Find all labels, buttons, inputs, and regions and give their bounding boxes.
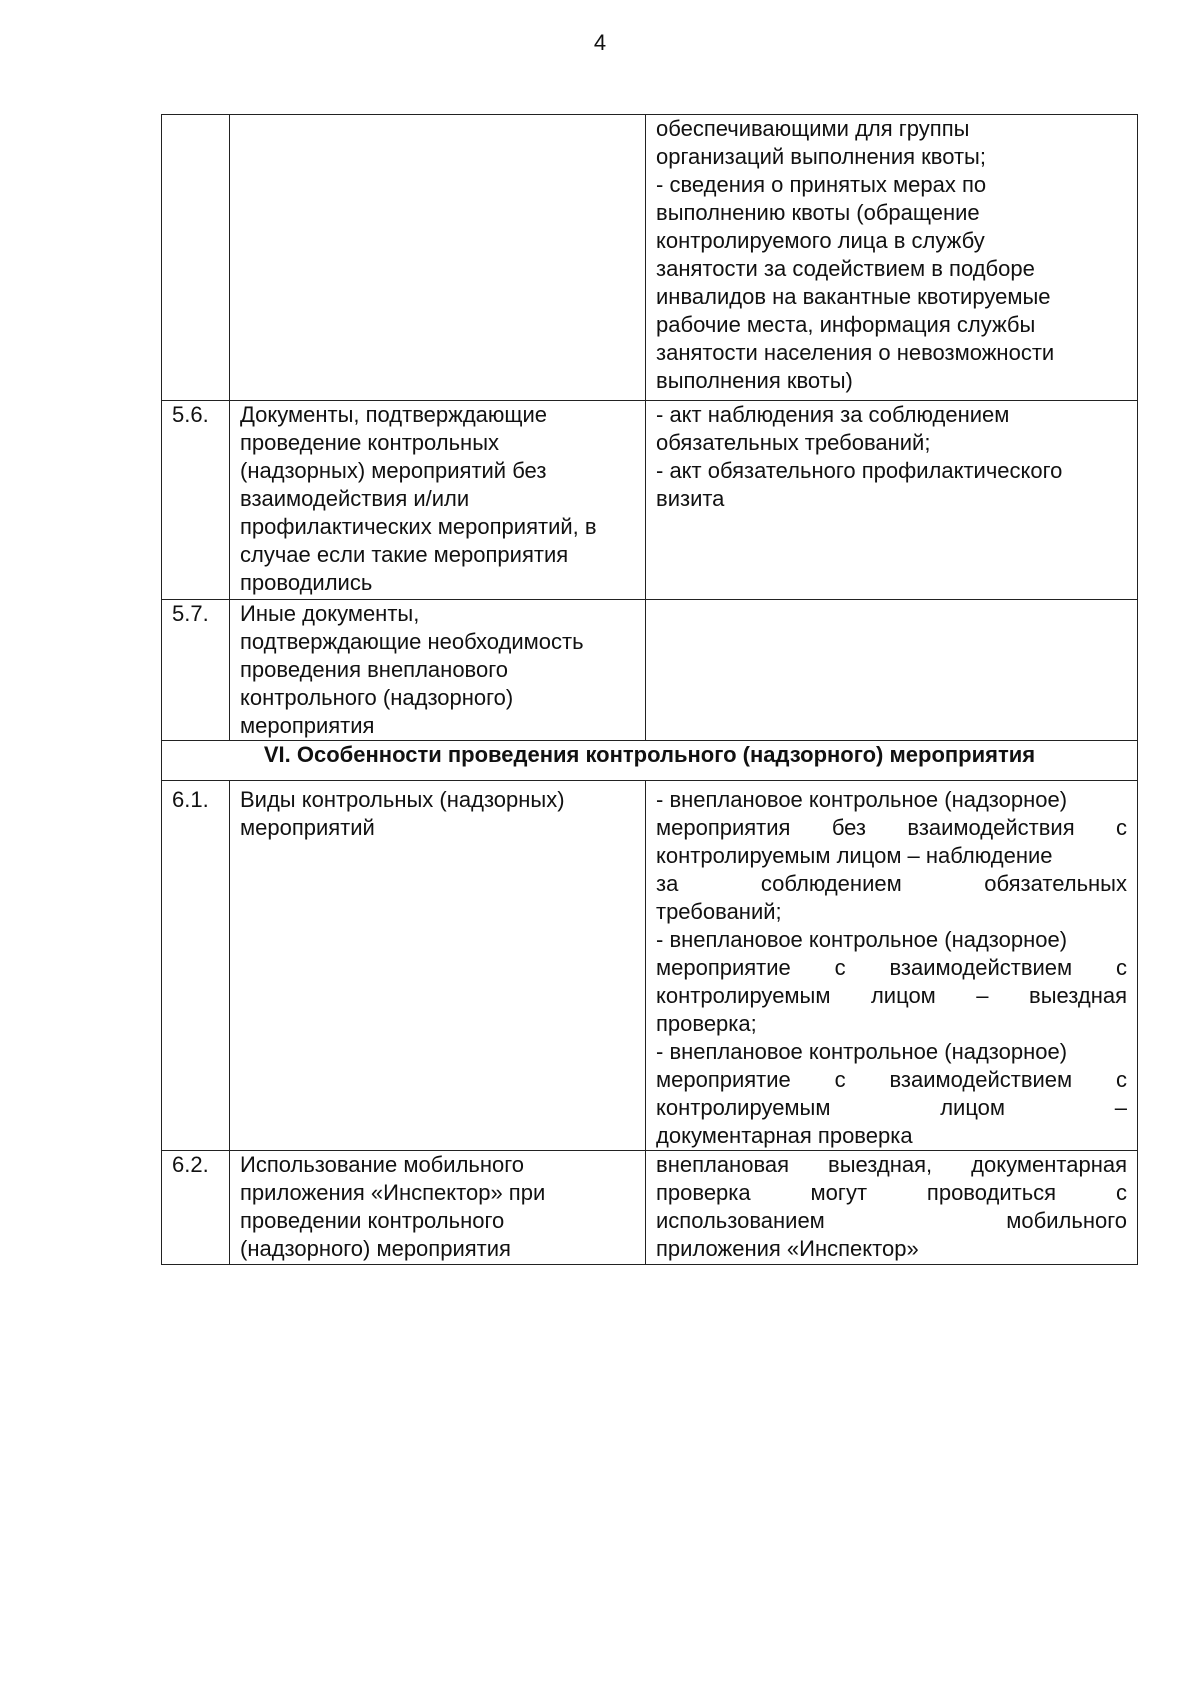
- value-line: приложения «Инспектор»: [656, 1236, 919, 1261]
- name-line: подтверждающие необходимость: [240, 629, 584, 654]
- value-line: документарная проверка: [656, 1123, 913, 1148]
- section-row: [162, 741, 1138, 781]
- value-line: - акт обязательного профилактического: [656, 458, 1063, 483]
- name-line: проводились: [240, 570, 373, 595]
- value-line: - внеплановое контрольное (надзорное): [656, 787, 1068, 812]
- value-line: занятости за содействием в подборе: [656, 256, 1035, 281]
- section-title: VI. Особенности проведения контрольного (надзорного) мероприятия: [162, 741, 1138, 781]
- name-line: взаимодействия и/или: [240, 486, 470, 511]
- value-line: визита: [656, 486, 725, 511]
- row-name-cell: [230, 600, 646, 741]
- name-line: (надзорных) мероприятий без: [240, 458, 547, 483]
- value-line: выполнения квоты): [656, 368, 853, 393]
- value-line: контролируемым лицом –: [656, 1095, 1127, 1120]
- row-number-cell: 6.2.: [162, 1151, 230, 1265]
- value-line: выполнению квоты (обращение: [656, 200, 980, 225]
- table-row: [162, 1151, 1138, 1265]
- table-row: [162, 781, 1138, 1151]
- value-line: рабочие места, информация службы: [656, 312, 1036, 337]
- name-line: проведения внепланового: [240, 657, 509, 682]
- row-value-cell: [646, 401, 1138, 600]
- row-number-cell: 5.6.: [162, 401, 230, 600]
- requirements-table: [161, 114, 1138, 1265]
- value-line: - сведения о принятых мерах по: [656, 172, 987, 197]
- value-line: контролируемым лицом – наблюдение: [656, 843, 1053, 868]
- row-name-cell: [230, 1151, 646, 1265]
- value-line: - внеплановое контрольное (надзорное): [656, 927, 1068, 952]
- value-line: проверка могут проводиться с: [656, 1180, 1127, 1205]
- value-line: проверка;: [656, 1011, 757, 1036]
- value-line: внеплановая выездная, документарная: [656, 1152, 1127, 1177]
- value-line: за соблюдением обязательных: [656, 871, 1127, 896]
- row-value-cell: [646, 600, 1138, 741]
- name-line: мероприятия: [240, 713, 375, 738]
- value-line: - внеплановое контрольное (надзорное): [656, 1039, 1068, 1064]
- name-line: Использование мобильного: [240, 1152, 525, 1177]
- row-name-cell: [230, 781, 646, 1151]
- table-row: [162, 401, 1138, 600]
- table-row: [162, 115, 1138, 401]
- name-line: мероприятий: [240, 815, 375, 840]
- page-number: 4: [593, 30, 607, 55]
- value-line: инвалидов на вакантные квотируемые: [656, 284, 1051, 309]
- value-line: занятости населения о невозможности: [656, 340, 1055, 365]
- value-line: обязательных требований;: [656, 430, 931, 455]
- value-line: контролируемого лица в службу: [656, 228, 985, 253]
- row-name-cell: [230, 401, 646, 600]
- row-value-cell: [646, 115, 1138, 401]
- name-line: Документы, подтверждающие: [240, 402, 548, 427]
- name-line: проведение контрольных: [240, 430, 500, 455]
- value-line: требований;: [656, 899, 782, 924]
- name-line: контрольного (надзорного): [240, 685, 514, 710]
- row-number-cell: 5.7.: [162, 600, 230, 741]
- row-number-cell: 6.1.: [162, 781, 230, 1151]
- value-line: - акт наблюдения за соблюдением: [656, 402, 1010, 427]
- value-line: использованием мобильного: [656, 1208, 1127, 1233]
- name-line: проведении контрольного: [240, 1208, 505, 1233]
- value-line: мероприятие с взаимодействием с: [656, 955, 1127, 980]
- table-row: [162, 600, 1138, 741]
- value-line: обеспечивающими для группы: [656, 116, 970, 141]
- name-line: приложения «Инспектор» при: [240, 1180, 546, 1205]
- name-line: Иные документы,: [240, 601, 420, 626]
- name-line: случае если такие мероприятия: [240, 542, 569, 567]
- row-value-cell: [646, 1151, 1138, 1265]
- value-line: мероприятие с взаимодействием с: [656, 1067, 1127, 1092]
- value-line: контролируемым лицом – выездная: [656, 983, 1127, 1008]
- name-line: (надзорного) мероприятия: [240, 1236, 511, 1261]
- value-line: мероприятия без взаимодействия с: [656, 815, 1127, 840]
- name-line: Виды контрольных (надзорных): [240, 787, 565, 812]
- row-value-cell: [646, 781, 1138, 1151]
- name-line: профилактических мероприятий, в: [240, 514, 597, 539]
- value-line: организаций выполнения квоты;: [656, 144, 986, 169]
- row-number-cell: [162, 115, 230, 401]
- row-name-cell: [230, 115, 646, 401]
